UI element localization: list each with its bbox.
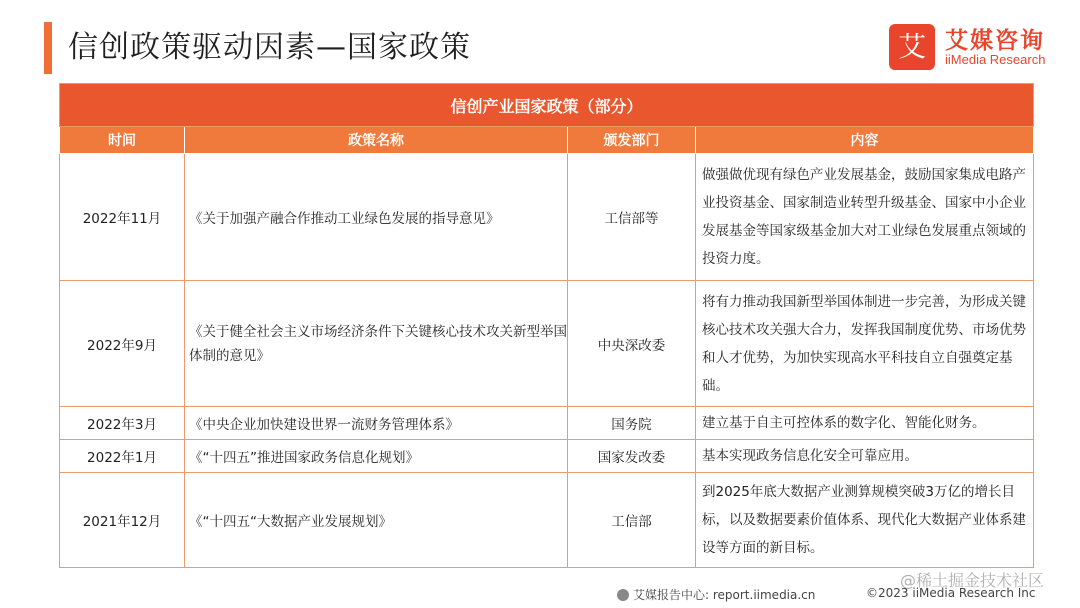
- table-row: [60, 154, 1034, 281]
- row-policy: 《关于加强产融合作推动工业绿色发展的指导意见》: [185, 154, 568, 281]
- row-department: 中央深改委: [568, 281, 696, 407]
- row-content: 建立基于自主可控体系的数字化、智能化财务。: [696, 407, 1034, 440]
- row-date: 2022年3月: [60, 407, 185, 440]
- row-content: 将有力推动我国新型举国体制进一步完善，为形成关键核心技术攻关强大合力，发挥我国制度优势、市场优势和人才优势，为加快实现高水平科技自立自强奠定基础。: [696, 281, 1034, 407]
- row-policy: 《“十四五”推进国家政务信息化规划》: [185, 440, 568, 473]
- logo-name-en: iiMedia Research: [945, 52, 1046, 67]
- page-title: 信创政策驱动因素—国家政策: [68, 30, 471, 65]
- column-header-content: 内容: [696, 127, 1034, 154]
- row-date: 2022年9月: [60, 281, 185, 407]
- watermark-text: @稀土掘金技术社区: [900, 571, 1045, 590]
- column-header-department: 颁发部门: [568, 127, 696, 154]
- logo-mark-icon: 艾: [889, 24, 935, 70]
- policy-table: [59, 83, 1034, 568]
- title-accent-bar: [44, 22, 52, 74]
- footer-copyright: ©2023 iiMedia Research Inc: [866, 586, 1036, 600]
- table-row: [60, 407, 1034, 440]
- table-row: [60, 473, 1034, 568]
- row-date: 2022年1月: [60, 440, 185, 473]
- row-department: 国家发改委: [568, 440, 696, 473]
- row-content: 做强做优现有绿色产业发展基金，鼓励国家集成电路产业投资基金、国家制造业转型升级基金、国家中小企业发展基金等国家级基金加大对工业绿色发展重点领域的投资力度。: [696, 154, 1034, 281]
- table-caption: 信创产业国家政策（部分）: [60, 84, 1034, 127]
- row-date: 2022年11月: [60, 154, 185, 281]
- row-date: 2021年12月: [60, 473, 185, 568]
- source-globe-icon: [617, 589, 629, 601]
- brand-logo: [889, 24, 1069, 70]
- row-policy: 《关于健全社会主义市场经济条件下关键核心技术攻关新型举国体制的意见》: [185, 281, 568, 407]
- row-content: 到2025年底大数据产业测算规模突破3万亿的增长目标，以及数据要素价值体系、现代化大数据产业体系建设等方面的新目标。: [696, 473, 1034, 568]
- row-policy: 《中央企业加快建设世界一流财务管理体系》: [185, 407, 568, 440]
- logo-name-cn: 艾媒咨询: [945, 28, 1045, 54]
- row-department: 工信部: [568, 473, 696, 568]
- table-row: [60, 440, 1034, 473]
- footer-source: [617, 586, 815, 603]
- column-header-policy: 政策名称: [185, 127, 568, 154]
- footer-source-text: 艾媒报告中心: report.iimedia.cn: [633, 588, 816, 602]
- row-content: 基本实现政务信息化安全可靠应用。: [696, 440, 1034, 473]
- row-department: 工信部等: [568, 154, 696, 281]
- row-policy: 《“十四五“大数据产业发展规划》: [185, 473, 568, 568]
- row-department: 国务院: [568, 407, 696, 440]
- table-row: [60, 281, 1034, 407]
- column-header-date: 时间: [60, 127, 185, 154]
